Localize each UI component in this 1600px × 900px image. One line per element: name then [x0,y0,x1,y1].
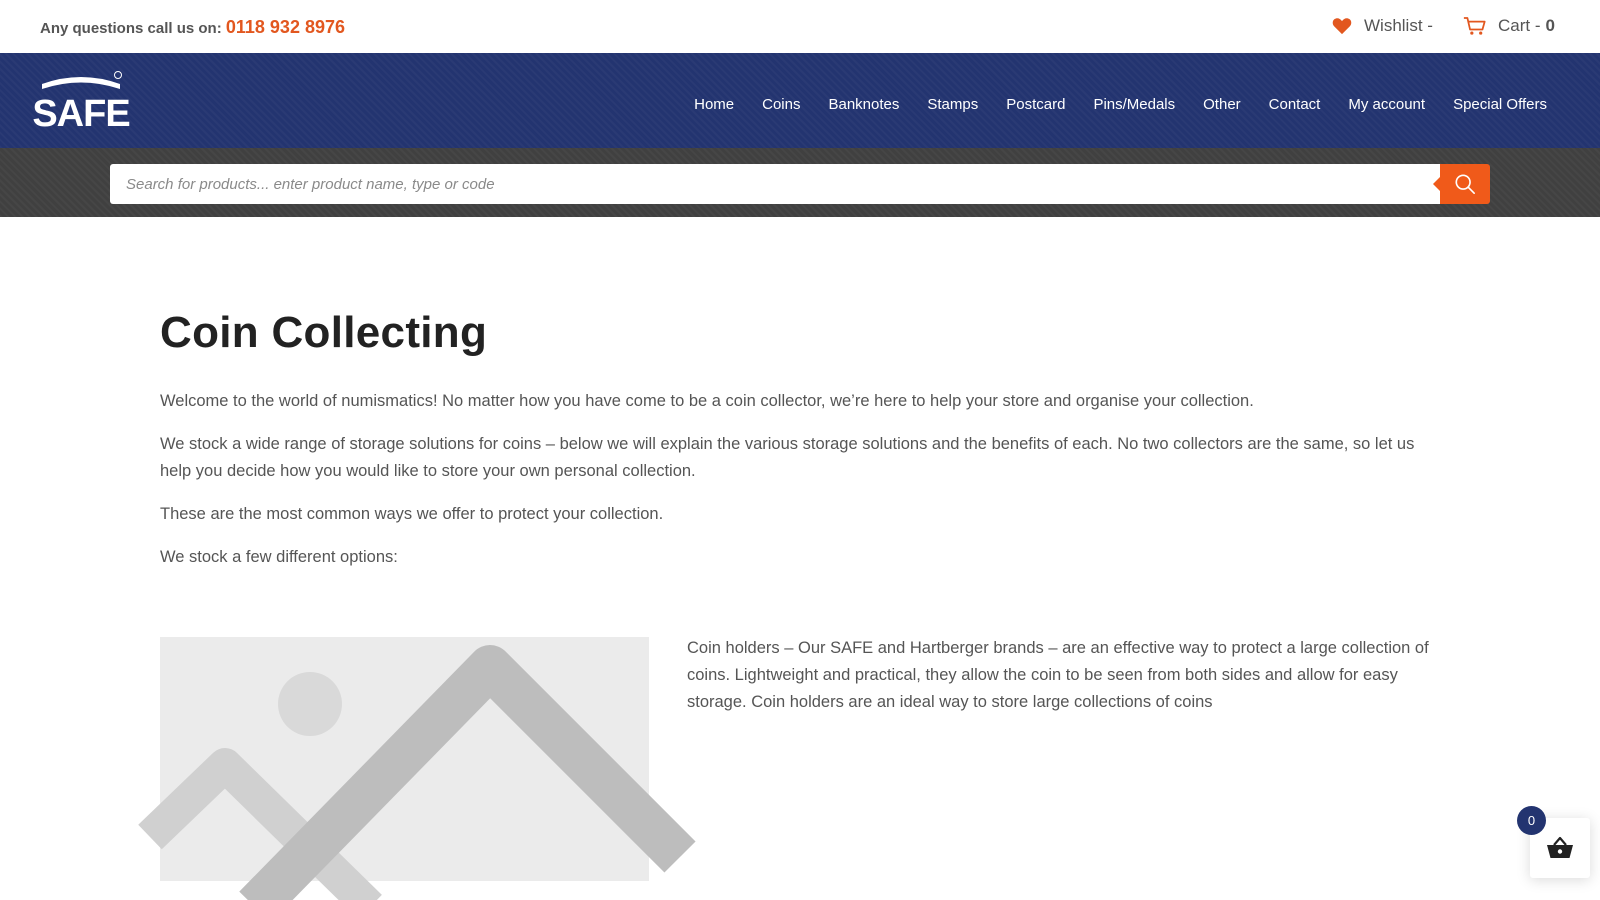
cart-link[interactable] [1463,16,1555,36]
search-button[interactable] [1440,164,1490,204]
wishlist-link[interactable] [1332,16,1433,36]
nav-postcard[interactable]: Postcard [1006,96,1066,113]
cart-icon [1463,16,1486,36]
nav-home[interactable]: Home [694,96,735,113]
options-paragraph: We stock a few different options: [160,548,398,566]
image-placeholder [160,637,649,881]
nav-pins-medals[interactable]: Pins/Medals [1093,96,1176,113]
cart-count: 0 [1545,16,1555,35]
protect-paragraph: These are the most common ways we offer to protect your collection. [160,505,664,523]
question-label: Any questions call us on: [40,20,222,37]
intro-paragraph: Welcome to the world of numismatics! No matter how you have come to be a coin collector, we’re here to help your store and organise your collection. [160,392,1254,410]
coin-holders-text: Coin holders – Our SAFE and Hartberger brands – are an effective way to protect a large collection of coins. Lightweight and practical, they allow the coin to be seen from both sides and allow for easy storage. Coin holders are an ideal way to store large collections of coins [687,639,1429,711]
phone-number[interactable]: 0118 932 8976 [225,17,346,37]
nav-banknotes[interactable]: Banknotes [828,96,900,113]
cart-label: Cart - [1498,16,1541,35]
floating-cart-count: 0 [1517,806,1546,835]
image-placeholder-icon [160,637,649,881]
nav-menu [666,96,1547,113]
top-bar [0,0,1600,53]
phone-contact [40,17,345,38]
search-bar [0,148,1600,217]
main-navigation [0,53,1600,148]
nav-my-account[interactable]: My account [1348,96,1426,113]
search-icon [1454,173,1476,195]
search-input[interactable] [110,164,1440,204]
page-title: Coin Collecting [160,308,488,357]
nav-coins[interactable]: Coins [762,96,801,113]
nav-contact[interactable]: Contact [1268,96,1321,113]
heart-icon [1332,17,1352,35]
storage-paragraph: We stock a wide range of storage solutions for coins – below we will explain the various storage solutions and the benefits of each. No two collectors are the same, so let us help you decide how you would like to store your own personal collection. [160,435,1415,480]
wishlist-label: Wishlist - [1364,16,1433,35]
svg-text:SAFE: SAFE [32,93,130,135]
basket-icon [1546,836,1574,860]
nav-other[interactable]: Other [1203,96,1241,113]
safe-logo[interactable] [32,70,130,135]
nav-stamps[interactable]: Stamps [927,96,979,113]
nav-special-offers[interactable]: Special Offers [1453,96,1547,113]
